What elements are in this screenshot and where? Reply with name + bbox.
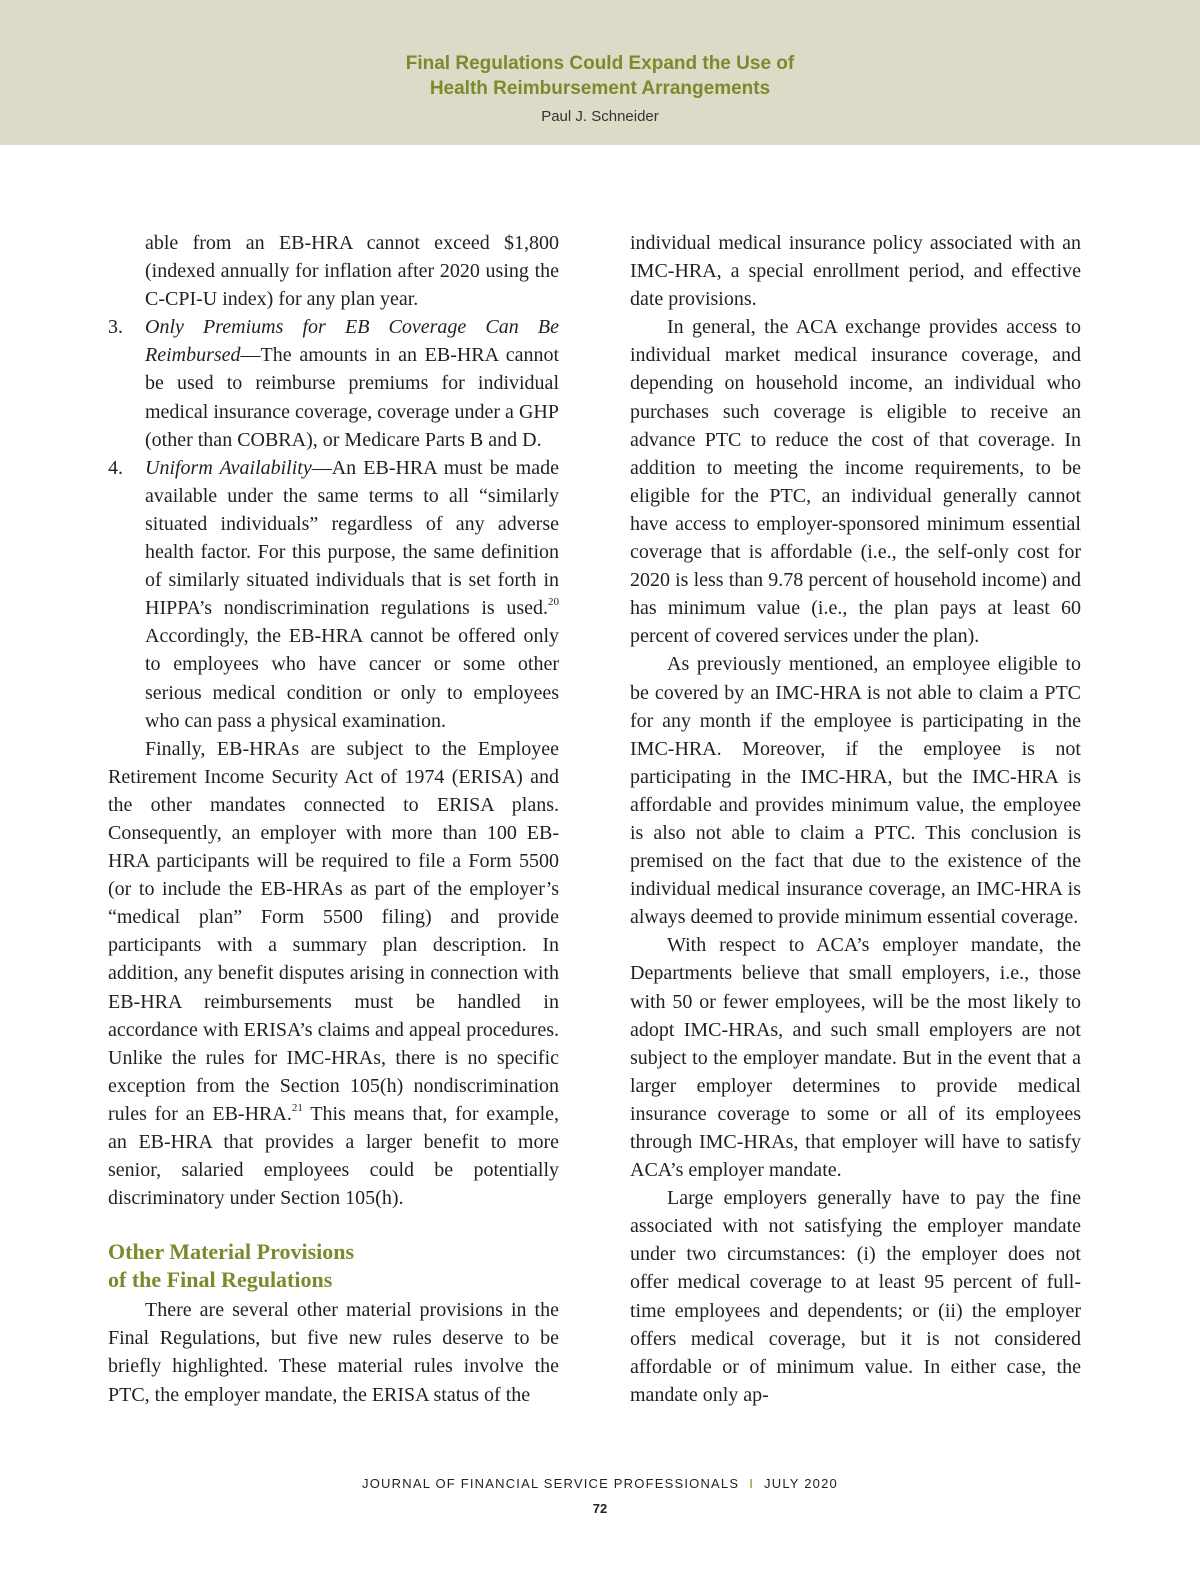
body-paragraph: With respect to ACA’s employer mandate, the Departments believe that small employers, i.e., those with 50 or fewer employees, will be the most likely to adopt IMC-HRAs, and such small employers are not subject to the employer mandate. But in the event that a larger employer determines to provide medical insurance coverage to some or all of its employees through IMC-HRAs, that employer will have to satisfy ACA’s employer mandate. <box>630 934 1081 1182</box>
section-heading-line-1: Other Material Provisions <box>108 1239 355 1265</box>
list-item-body: —An EB-HRA must be made available under the same terms to all “similarly situated individuals” regardless of any adverse health factor. For this purpose, the same definition of similarly situated individuals that is set forth in HIPPA’s nondiscrimination regulations is used. <box>145 456 559 620</box>
section-heading-line-2: of the Final Regulations <box>108 1267 333 1293</box>
article-title-line-1: Final Regulations Could Expand the Use of <box>405 53 795 74</box>
body-paragraph <box>108 735 559 1213</box>
body-paragraph: In general, the ACA exchange provides access to individual market medical insurance coverage, and depending on household income, an individual who purchases such coverage is eligible to receive an advance PTC to reduce the cost of that coverage. In addition to meeting the income requirements, to be eligible for the PTC, an individual generally cannot have access to employer-sponsored minimum essential coverage that is affordable (i.e., the self-only cost for 2020 is less than 9.78 percent of household income) and has minimum value (i.e., the plan pays at least 60 percent of covered services under the plan). <box>630 316 1081 648</box>
list-item-2-continuation: able from an EB-HRA cannot exceed $1,800 (indexed annually for inflation after 2020 using the C-CPI-U index) for any plan year. <box>145 232 559 311</box>
footnote-ref-21: 21 <box>291 1101 303 1114</box>
body-paragraph: individual medical insurance policy associated with an IMC-HRA, a special enrollment period, and effective date provisions. <box>630 232 1081 311</box>
article-author: Paul J. Schneider <box>541 108 659 125</box>
list-item-3 <box>108 313 559 453</box>
page-number: 72 <box>592 1501 608 1516</box>
footnote-ref-20: 20 <box>548 596 559 609</box>
paragraph-text: Finally, EB-HRAs are subject to the Employee Retirement Income Security Act of 1974 (ERISA) and the other mandates connected to ERISA plans. Consequently, an employer with more than 100 EB-HRA participants will be required to file a Form 5500 (or to include the EB-HRAs as part of the employer’s “medical plan” Form 5500 filing) and provide participants with a summary plan description. In addition, any benefit disputes arising in connection with EB-HRA reimbursements must be handled in accordance with ERISA’s claims and appeal procedures. Unlike the rules for IMC-HRAs, there is no specific exception from the Section 105(h) nondiscrimination rules for an EB-HRA. <box>108 737 559 1125</box>
issue-date: JULY 2020 <box>764 1476 838 1491</box>
list-item-title: Only Premiums for EB Coverage Can Be Reimbursed <box>145 316 559 367</box>
list-number: 3. <box>108 316 123 339</box>
list-item-body-continued: Accordingly, the EB-HRA cannot be offered only to employees who have cancer or some other serious medical condition or only to employees who can pass a physical examination. <box>145 625 559 732</box>
list-item-4 <box>108 454 559 735</box>
footer-separator: I <box>749 1476 755 1491</box>
list-item-text <box>145 454 559 735</box>
article-header <box>0 0 1200 145</box>
left-column <box>108 229 559 1409</box>
journal-name: JOURNAL OF FINANCIAL SERVICE PROFESSIONALS <box>362 1476 740 1491</box>
paragraph-text-continued: This means that, for example, an EB-HRA that provides a larger benefit to more senior, salaried employees could be potentially discriminatory under Section 105(h). <box>108 1102 559 1210</box>
body-paragraph: As previously mentioned, an employee eligible to be covered by an IMC-HRA is not able to claim a PTC for any month if the employee is participating in the IMC-HRA. Moreover, if the employee is not participating in the IMC-HRA, but the IMC-HRA is affordable and provides minimum value, the employee is also not able to claim a PTC. This conclusion is premised on the fact that due to the existence of the individual medical insurance coverage, an IMC-HRA is always deemed to provide minimum essential coverage. <box>630 653 1081 929</box>
body-paragraph: There are several other material provisions in the Final Regulations, but five new rules deserve to be briefly highlighted. These material rules involve the PTC, the employer mandate, the ERISA status of the <box>108 1299 559 1406</box>
right-column <box>630 229 1081 1409</box>
body-paragraph: Large employers generally have to pay the fine associated with not satisfying the employer mandate under two circumstances: (i) the employer does not offer medical coverage to at least 95 percent of full-time employees and dependents; or (ii) the employer offers medical coverage, but it is not considered affordable or of minimum value. In either case, the mandate only ap- <box>630 1187 1081 1406</box>
article-title <box>0 51 1200 101</box>
section-heading <box>108 1238 559 1294</box>
list-item-title: Uniform Availability <box>145 456 312 479</box>
list-item-body: —The amounts in an EB-HRA cannot be used to reimburse premiums for individual medical insurance coverage, coverage under a GHP (other than COBRA), or Medicare Parts B and D. <box>145 344 559 451</box>
list-item-text <box>145 313 559 453</box>
article-title-line-2: Health Reimbursement Arrangements <box>429 78 771 99</box>
page-footer <box>0 1476 1200 1491</box>
list-number: 4. <box>108 456 123 479</box>
